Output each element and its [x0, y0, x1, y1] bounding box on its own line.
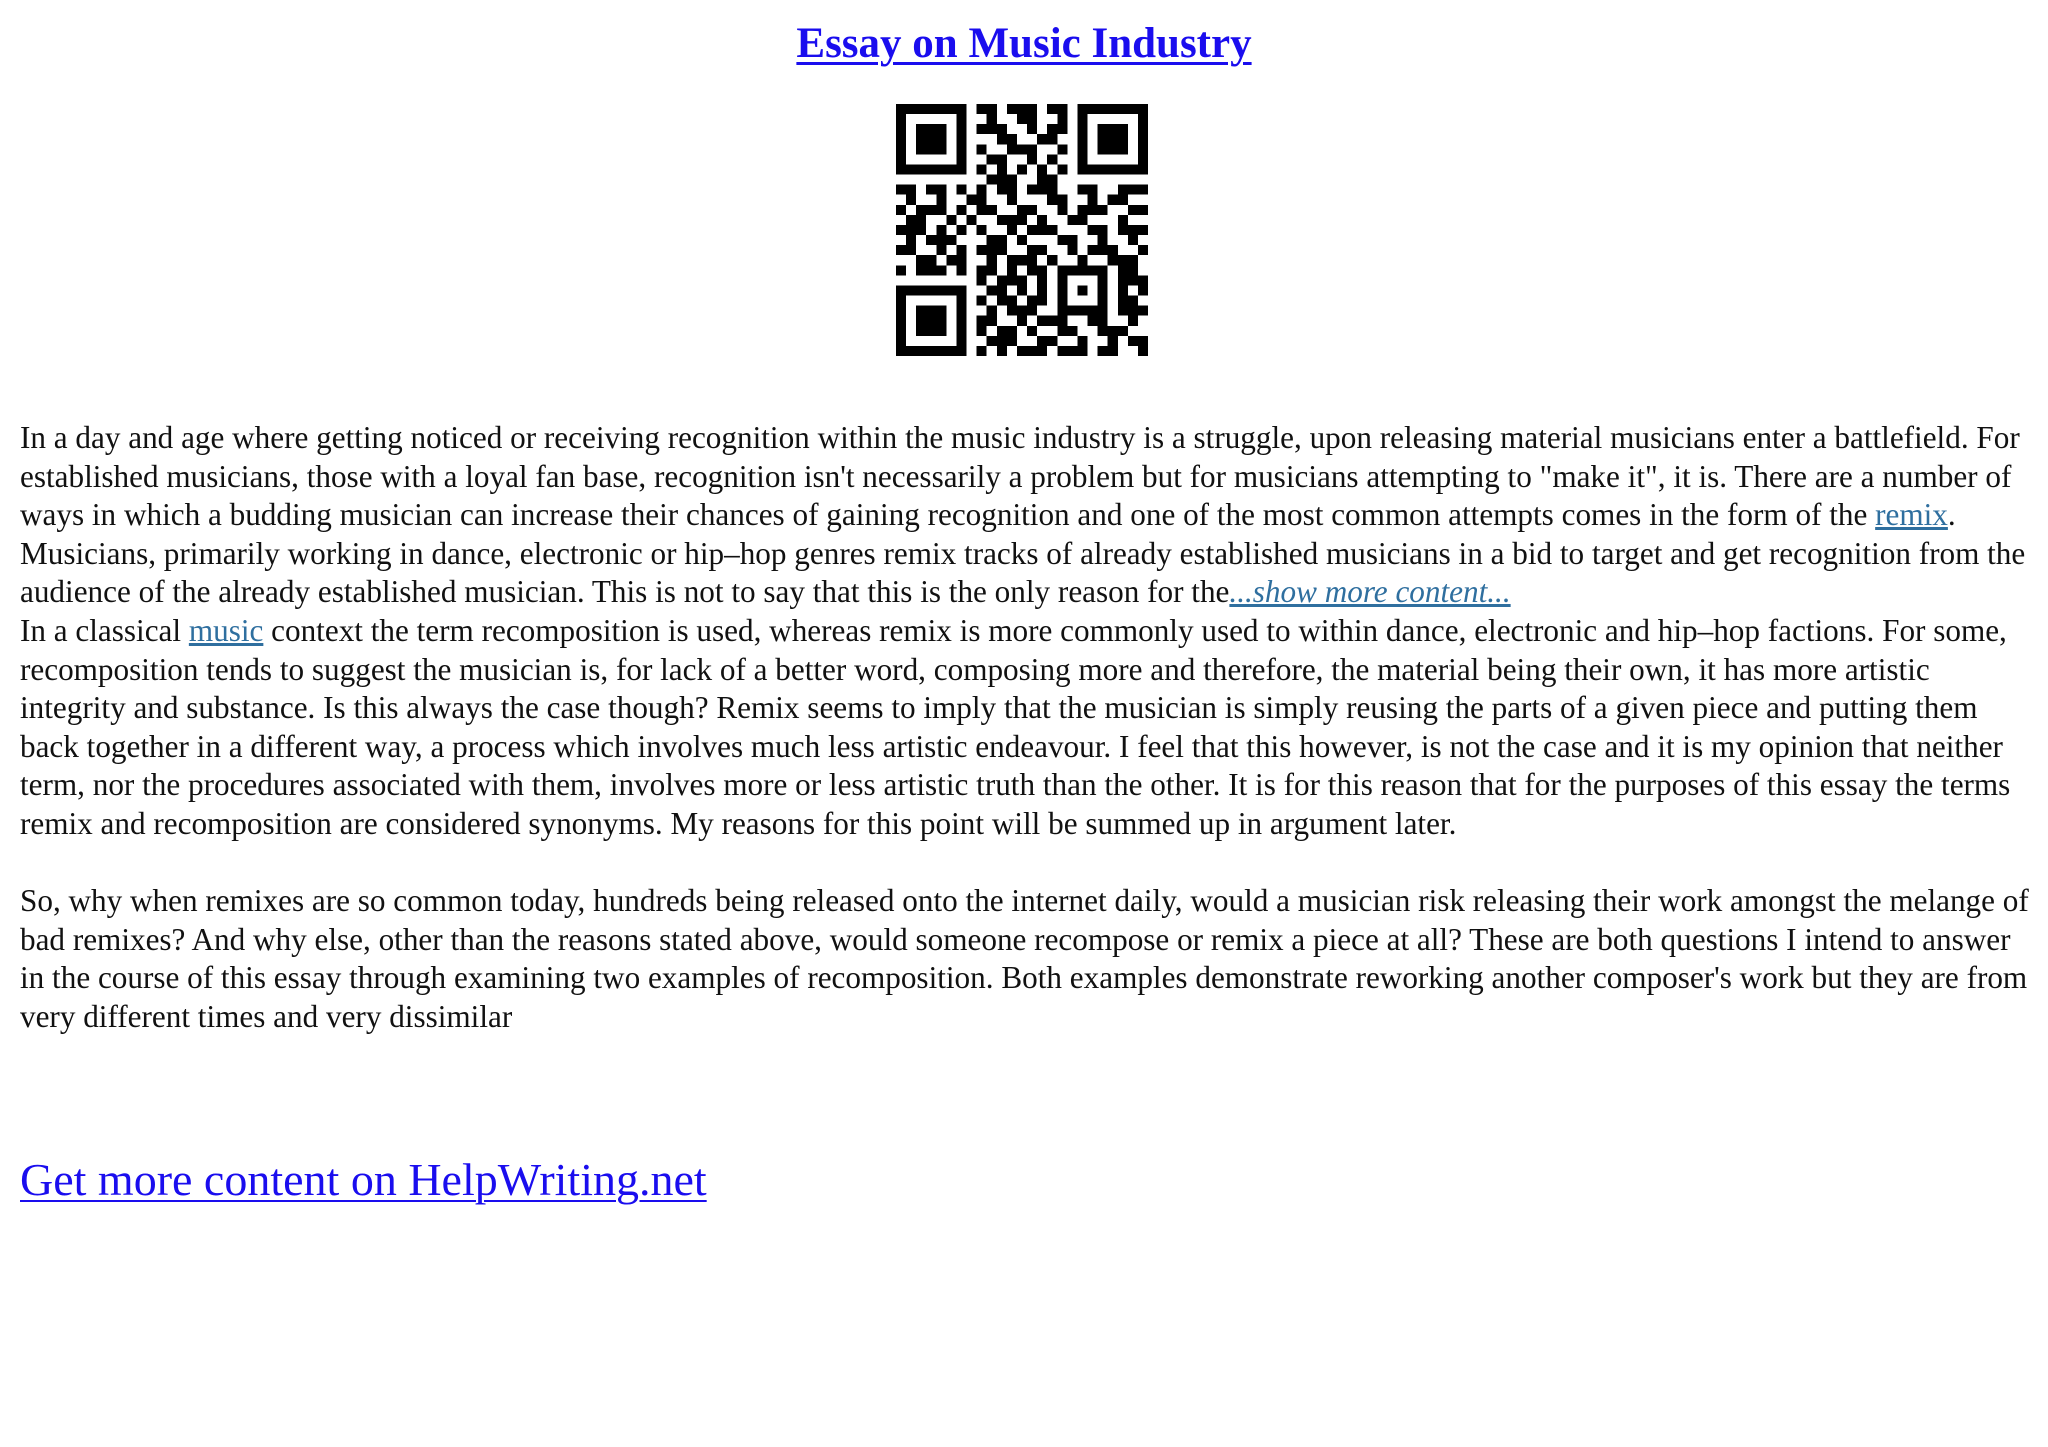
show-more-link[interactable]: ...show more content... — [1229, 574, 1511, 610]
music-link[interactable]: music — [188, 612, 264, 648]
page-title — [0, 14, 2048, 74]
get-more-content-link[interactable]: Get more content on HelpWriting.net — [20, 1154, 707, 1205]
qr-code-icon — [896, 104, 1148, 356]
paragraph-2-text-b: context the term recomposition is used, whereas remix is more commonly used to within dance, electronic and hip–hop factions. For some, recomposition tends to suggest the musician is, for lack of a better word, composing more and therefore, the material being their own, it has more artistic integrity and substance. Is this always the case though? Remix seems to imply that the musician is simply reusing the parts of a given piece and putting them back together in a different way, a process which involves much less artistic endeavour. I feel that this however, is not the case and it is my opinion that neither term, nor the procedures associated with them, involves more or less artistic truth than the other. It is for this reason that for the purposes of this essay the terms remix and recomposition are considered synonyms. My reasons for this point will be summed up in argument later. — [20, 612, 2011, 841]
paragraph-2 — [20, 612, 2032, 844]
paragraph-3: So, why when remixes are so common today, hundreds being released onto the internet daily, would a musician risk releasing their work amongst the melange of bad remixes? And why else, other than the reasons stated above, would someone recompose or remix a piece at all? These are both questions I intend to answer in the course of this essay through examining two examples of recomposition. Both examples demonstrate reworking another composer's work but they are from very different times and very dissimilar — [20, 883, 2029, 1034]
paragraph-1-text-b: . Musicians, primarily working in dance, electronic or hip–hop genres remix tracks of already established musicians in a bid to target and get recognition from the audience of the already established musician. This is not to say that this is the only reason for the — [20, 497, 2026, 610]
title-link[interactable]: Essay on Music Industry — [796, 20, 1252, 67]
paragraph-2-text-a: In a classical — [20, 612, 189, 648]
footer-cta — [20, 1150, 707, 1210]
paragraph-1-text-a: In a day and age where getting noticed or receiving recognition within the music industry is a struggle, upon releasing material musicians enter a battlefield. For established musicians, those with a loyal fan base, recognition isn't necessarily a problem but for musicians attempting to "make it", it is. There are a number of ways in which a budding musician can increase their chances of gaining recognition and one of the most common attempts comes in the form of the — [20, 420, 2020, 533]
remix-link[interactable]: remix — [1875, 497, 1948, 533]
essay-body — [20, 419, 2032, 1037]
paragraph-1 — [20, 419, 2032, 612]
paragraph-spacer — [20, 844, 2032, 883]
